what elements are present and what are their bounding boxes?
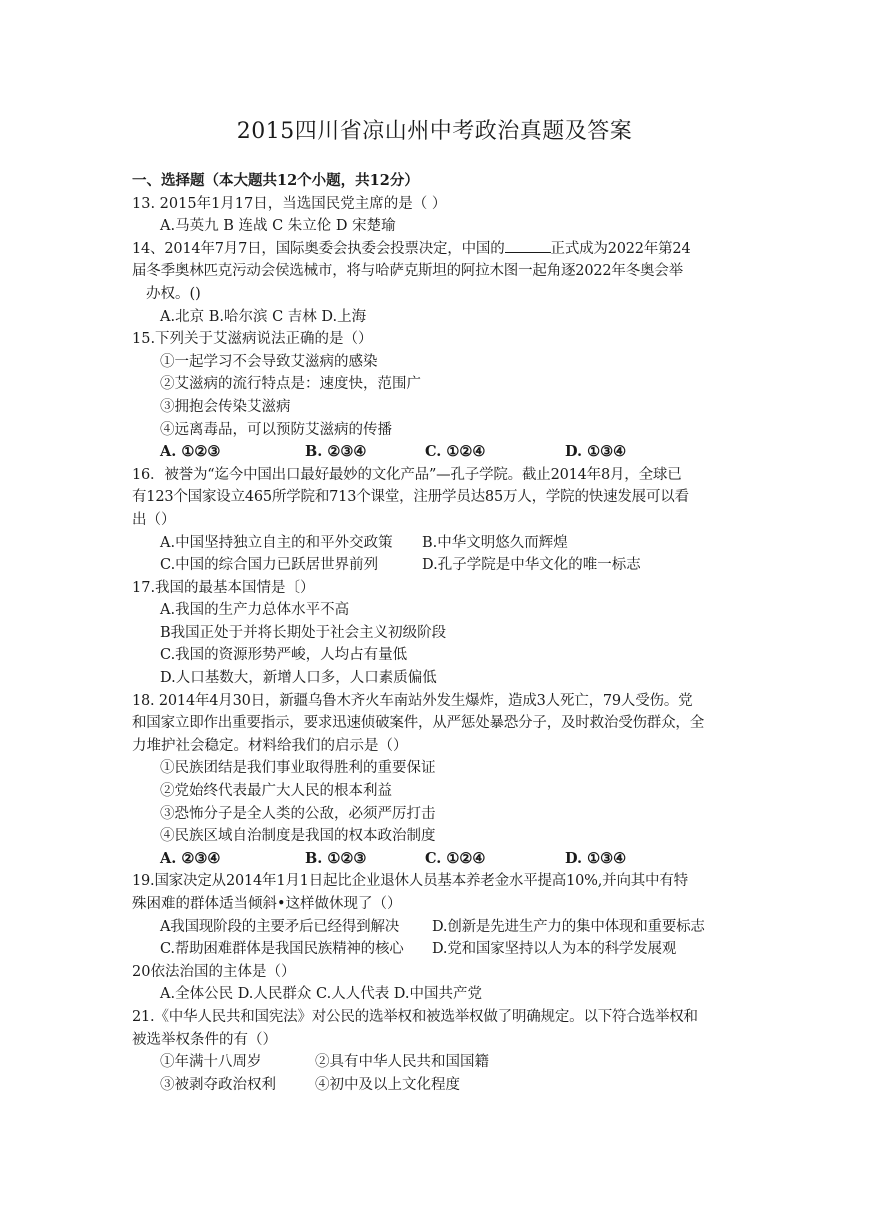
question-13-options: A.马英九 B 连战 C 朱立伦 D 宋楚瑜 bbox=[160, 218, 396, 235]
question-15-item-1: ①一起学习不会导致艾滋病的感染 bbox=[160, 353, 378, 370]
question-21-items-row2 bbox=[132, 1074, 742, 1097]
option-b: B. ②③④ bbox=[305, 443, 367, 461]
question-14-stem-line2: 届冬季奥林匹克污动会侯选械市，将与哈萨克斯坦的阿拉木图一起角逐2022年冬奥会举 bbox=[132, 263, 683, 280]
section-heading: 一、选择题（本大题共12个小题，共12分） bbox=[132, 172, 419, 189]
answer-blank bbox=[505, 238, 551, 253]
option-d-first: D.创新是先进生产力的集中体现和重要标志 bbox=[432, 918, 705, 935]
question-17-option-a: A.我国的生产力总体水平不高 bbox=[160, 602, 350, 619]
question-20-options: A.全体公民 D.人民群众 C.人人代表 D.中国共产党 bbox=[160, 986, 483, 1003]
option-a: A.中国坚持独立自主的和平外交政策 bbox=[160, 534, 393, 551]
question-14-stem-part2: 正式成为2022年第24 bbox=[550, 240, 691, 257]
question-18-item-4: ④民族区域自治制度是我国的权本政治制度 bbox=[160, 828, 436, 845]
question-14-stem bbox=[132, 238, 742, 261]
question-15-item-4: ④远离毒品，可以预防艾滋病的传播 bbox=[160, 421, 392, 438]
question-17-option-b: B我国正处于并将长期处于社会主义初级阶段 bbox=[160, 624, 447, 641]
document-body bbox=[132, 170, 742, 1096]
question-15-item-3: ③拥抱会传染艾滋病 bbox=[160, 398, 291, 415]
question-14-options: A.北京 B.哈尔滨 C 吉林 D.上海 bbox=[160, 308, 367, 325]
question-21-item-1: ①年满十八周岁 bbox=[160, 1054, 262, 1071]
question-14-stem-line3: 办权。() bbox=[146, 285, 201, 302]
question-16-options-row2 bbox=[132, 554, 742, 577]
option-d: D. ①③④ bbox=[565, 849, 627, 867]
question-18-item-2: ②党始终代表最广大人民的根本利益 bbox=[160, 783, 392, 800]
question-18-options bbox=[132, 848, 742, 871]
question-19-options-row1 bbox=[132, 916, 742, 939]
question-21-item-4: ④初中及以上文化程度 bbox=[315, 1076, 460, 1093]
question-19-stem-line1: 19.国家决定从2014年1月1日起比企业退休人员基本养老金水平提高10%,并向其中有特 bbox=[132, 873, 688, 890]
question-17-option-c: C.我国的资源形势严峻，人均占有量低 bbox=[160, 647, 408, 664]
question-18-stem-line2: 和国家立即作出重要指示，要求迅速侦破案件，从严惩处暴恐分子，及时救治受伤群众，全 bbox=[132, 715, 704, 732]
option-c: C. ①②④ bbox=[425, 849, 486, 867]
page-title: 2015四川省凉山州中考政治真题及答案 bbox=[236, 119, 633, 144]
option-b: B. ①②③ bbox=[305, 849, 367, 867]
question-18-stem-line1: 18. 2014年4月30日，新疆乌鲁木齐火车南站外发生爆炸，造成3人死亡，79人受伤。党 bbox=[132, 692, 693, 709]
question-15-options bbox=[132, 441, 742, 464]
question-19-options-row2 bbox=[132, 938, 742, 961]
option-d: D.孔子学院是中华文化的唯一标志 bbox=[422, 557, 641, 574]
question-16-options-row1 bbox=[132, 532, 742, 555]
option-a: A我国现阶段的主要矛后已经得到解决 bbox=[160, 918, 400, 935]
question-15-stem: 15.下列关于艾滋病说法正确的是（） bbox=[132, 331, 373, 348]
question-14-stem-part1: 14、2014年7月7日，国际奥委会执委会投票决定，中国的 bbox=[132, 240, 505, 257]
question-21-item-3: ③被剥夺政治权利 bbox=[160, 1076, 276, 1093]
question-17-option-d: D.人口基数大，新增人口多，人口素质偏低 bbox=[160, 670, 437, 687]
option-c: C. ①②④ bbox=[425, 443, 486, 461]
option-b: B.中华文明悠久而辉煌 bbox=[422, 534, 568, 551]
option-a: A. ①②③ bbox=[160, 443, 221, 461]
option-d: D.党和国家坚持以人为本的科学发展观 bbox=[432, 941, 677, 958]
question-20-stem: 20依法治国的主体是（） bbox=[132, 963, 296, 980]
option-c: C.中国的综合国力已跃居世界前列 bbox=[160, 557, 379, 574]
question-21-item-2: ②具有中华人民共和国国籍 bbox=[315, 1054, 489, 1071]
question-17-stem: 17.我国的最基本国情是〔） bbox=[132, 579, 315, 596]
question-18-item-3: ③恐怖分子是全人类的公敌，必须严厉打击 bbox=[160, 805, 436, 822]
question-21-items-row1 bbox=[132, 1051, 742, 1074]
question-15-item-2: ②艾滋病的流行特点是：速度快，范围广 bbox=[160, 376, 421, 393]
question-21-stem-line1: 21.《中华人民共和国宪法》对公民的选举权和被选举权做了明确规定。以下符合选举权和 bbox=[132, 1008, 698, 1025]
option-c: C.帮助困难群体是我国民族精神的核心 bbox=[160, 941, 404, 958]
question-21-stem-line2: 被选举权条件的有（） bbox=[132, 1031, 277, 1048]
question-18-item-1: ①民族团结是我们事业取得胜利的重要保证 bbox=[160, 760, 436, 777]
question-18-stem-line3: 力堆护社会稳定。材料给我们的启示是（） bbox=[132, 737, 408, 754]
question-16-stem-line1: 16．被誉为“迄今中国出口最好最妙的文化产品”—孔子学院。截止2014年8月，全球已 bbox=[132, 466, 682, 483]
question-16-stem-line3: 出（） bbox=[132, 511, 176, 528]
question-16-stem-line2: 有123个国家设立465所学院和713个课堂，注册学员达85万人，学院的快速发展可以看 bbox=[132, 489, 689, 506]
question-13-stem: 13. 2015年1月17日，当选国民党主席的是（ ） bbox=[132, 195, 447, 212]
option-d: D. ①③④ bbox=[565, 443, 627, 461]
option-a: A. ②③④ bbox=[160, 849, 221, 867]
question-19-stem-line2: 殊困难的群体适当倾斜•这样做休现了（） bbox=[132, 896, 402, 912]
